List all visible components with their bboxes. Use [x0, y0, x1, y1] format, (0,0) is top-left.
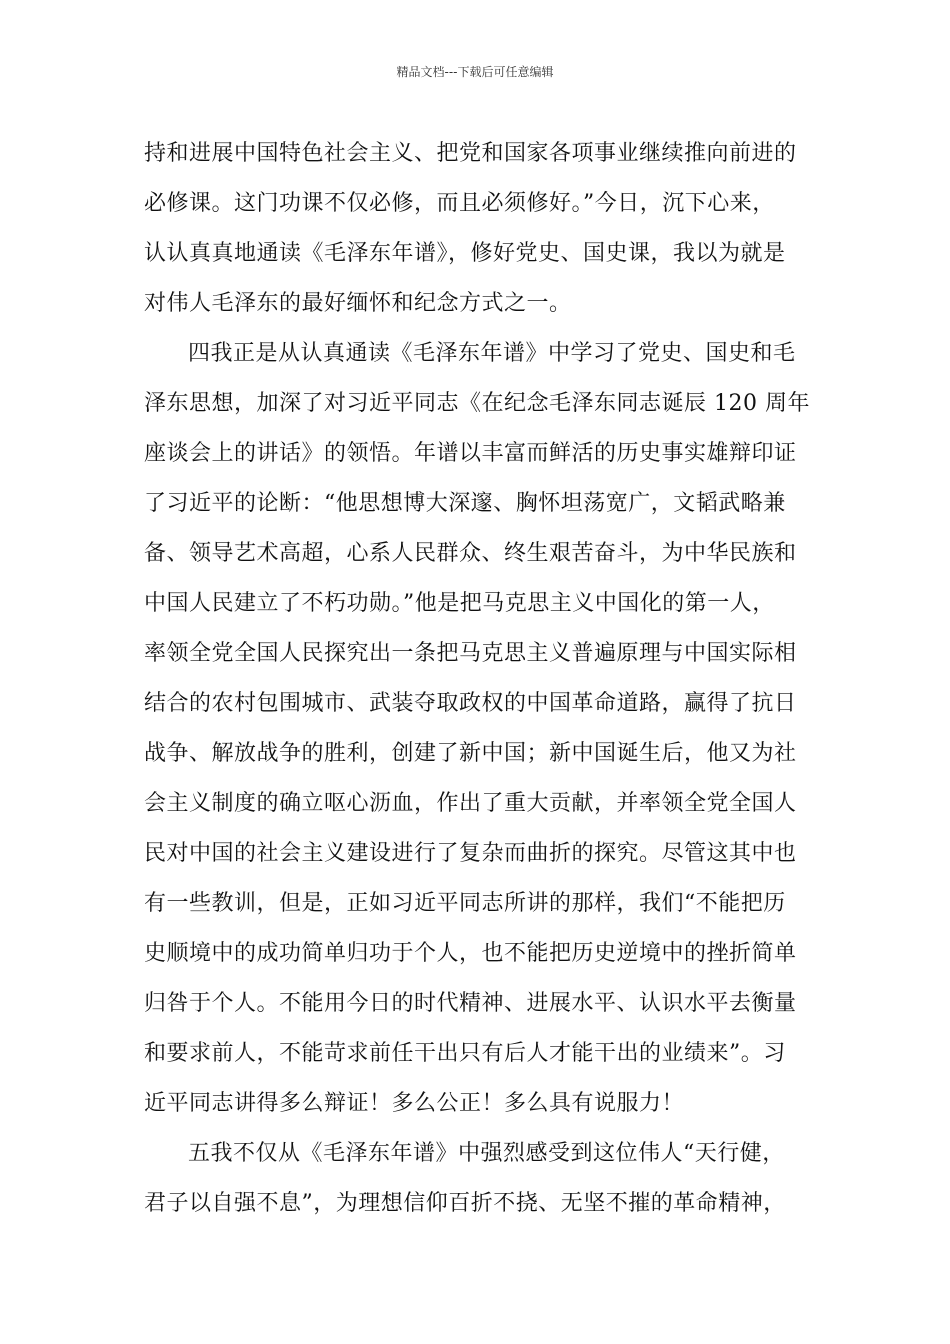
text-line: 民对中国的社会主义建设进行了复杂而曲折的探究。尽管这其中也	[144, 841, 797, 866]
text-line: 备、领导艺术高超，心系人民群众、终生艰苦奋斗，为中华民族和	[144, 541, 797, 566]
text-line: 必修课。这门功课不仅必修，而且必须修好。”今日，沉下心来，	[144, 191, 775, 216]
text-line: 史顺境中的成功简单归功于个人，也不能把历史逆境中的挫折简单	[144, 941, 797, 966]
paragraph-start-line: 五我不仅从《毛泽东年谱》中强烈感受到这位伟人“天行健，	[188, 1141, 785, 1166]
text-line: 了习近平的论断：“他思想博大深邃、胸怀坦荡宽广，文韬武略兼	[144, 491, 786, 516]
text-line: 近平同志讲得多么辩证！多么公正！多么具有说服力！	[144, 1091, 685, 1116]
page-header: 精品文档---下载后可任意编辑	[396, 65, 554, 79]
text-line: 持和进展中国特色社会主义、把党和国家各项事业继续推向前进的	[144, 141, 797, 166]
text-line: 有一些教训，但是，正如习近平同志所讲的那样，我们“不能把历	[144, 891, 786, 916]
text-line: 对伟人毛泽东的最好缅怀和纪念方式之一。	[144, 291, 572, 316]
text-line: 认认真真地通读《毛泽东年谱》，修好党史、国史课，我以为就是	[144, 241, 786, 266]
document-body	[144, 129, 814, 1229]
text-line: 率领全党全国人民探究出一条把马克思主义普遍原理与中国实际相	[144, 641, 797, 666]
text-line: 战争、解放战争的胜利，创建了新中国；新中国诞生后，他又为社	[144, 741, 797, 766]
paragraph-start-line: 四我正是从认真通读《毛泽东年谱》中学习了党史、国史和毛	[188, 341, 796, 366]
text-line: 座谈会上的讲话》的领悟。年谱以丰富而鲜活的历史事实雄辩印证	[144, 441, 797, 466]
text-line: 结合的农村包围城市、武装夺取政权的中国革命道路，赢得了抗日	[144, 691, 797, 716]
text-line: 君子以自强不息”，为理想信仰百折不挠、无坚不摧的革命精神，	[144, 1191, 786, 1216]
text-line: 泽东思想，加深了对习近平同志《在纪念毛泽东同志诞辰 120 周年	[144, 391, 810, 416]
text-line: 会主义制度的确立呕心沥血，作出了重大贡献，并率领全党全国人	[144, 791, 797, 816]
text-line: 和要求前人，不能苛求前任干出只有后人才能干出的业绩来”。习	[144, 1041, 786, 1066]
text-line: 归咎于个人。不能用今日的时代精神、进展水平、认识水平去衡量	[144, 991, 797, 1016]
text-line: 中国人民建立了不朽功勋。”他是把马克思主义中国化的第一人，	[144, 591, 775, 616]
